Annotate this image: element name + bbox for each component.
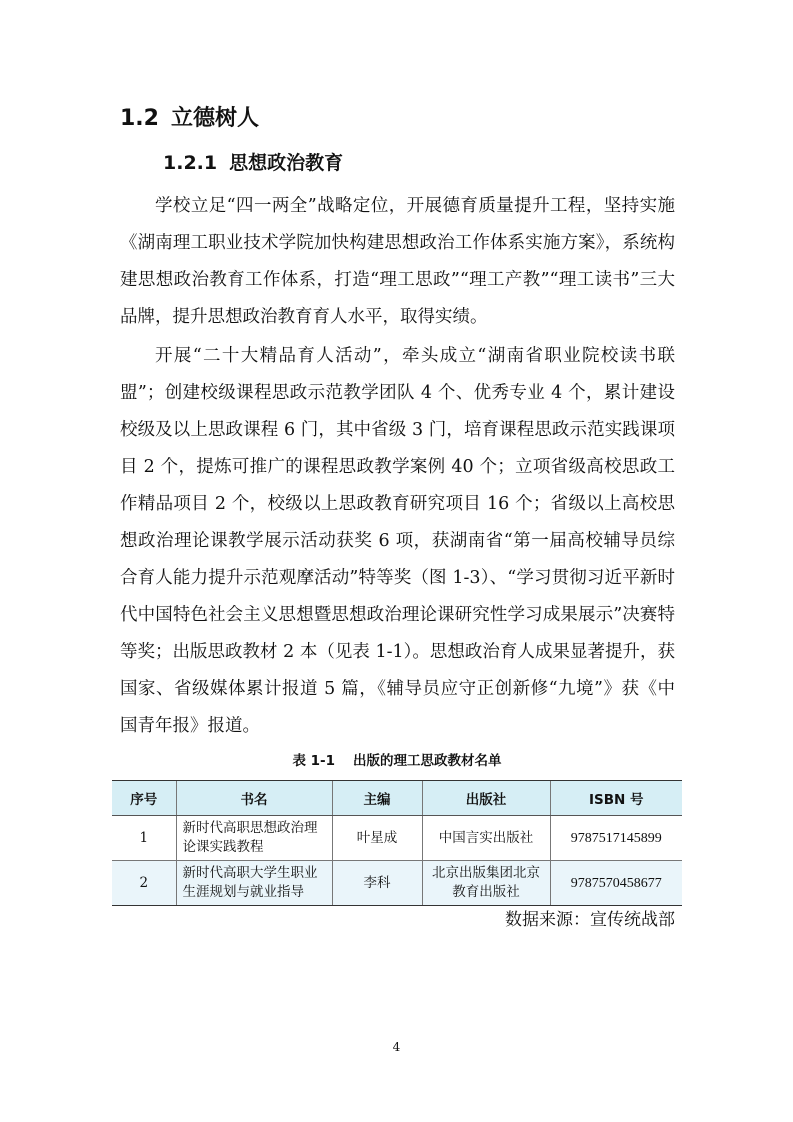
table-row <box>112 816 682 861</box>
subsection-heading <box>163 147 343 179</box>
cell-no: 1 <box>112 816 176 861</box>
textbook-table <box>112 780 682 906</box>
column-header-editor: 主编 <box>332 781 422 816</box>
body-paragraph: 学校立足“四一两全”战略定位，开展德育质量提升工程，坚持实施《湖南理工职业技术学院加快构建思想政治工作体系实施方案》，系统构建思想政治教育工作体系，打造“理工思政”“理工产教”“理工读书”三大品牌，提升思想政治教育育人水平，取得实绩。 <box>120 196 675 327</box>
table-row <box>112 861 682 906</box>
column-header-isbn: ISBN 号 <box>550 781 682 816</box>
column-header-no: 序号 <box>112 781 176 816</box>
data-source-note: 数据来源：宣传统战部 <box>505 910 675 930</box>
cell-publisher: 中国言实出版社 <box>422 816 550 861</box>
body-paragraph: 开展“二十大精品育人活动”，牵头成立“湖南省职业院校读书联盟”；创建校级课程思政示范教学团队 4 个、优秀专业 4 个，累计建设校级及以上思政课程 6 门，其中省级 3 门，培育课程思政示范实践课项目 2 个，提炼可推广的课程思政教学案例 40 个；立项省级高校思政工作精品项目 2 个，校级以上思政教育研究项目 16 个；省级以上高校思想政治理论课教学展示活动获奖 6 项，获湖南省“第一届高校辅导员综合育人能力提升示范观摩活动”特等奖（图 1-3）、“学习贯彻习近平新时代中国特色社会主义思想暨思想政治理论课研究性学习成果展示”决赛特等奖；出版思政教材 2 本（见表 1-1）。思想政治育人成果显著提升，获国家、省级媒体累计报道 5 篇，《辅导员应守正创新修“九境”》获《中国青年报》报道。 <box>120 346 675 736</box>
cell-isbn: 9787517145899 <box>550 816 682 861</box>
table-header-row <box>112 781 682 816</box>
column-header-publisher: 出版社 <box>422 781 550 816</box>
subsection-title: 思想政治教育 <box>229 152 344 174</box>
page-number: 4 <box>392 1040 401 1054</box>
cell-no: 2 <box>112 861 176 906</box>
table-caption <box>112 751 682 771</box>
section-title: 立德树人 <box>170 106 259 131</box>
cell-title: 新时代高职大学生职业生涯规划与就业指导 <box>176 861 332 906</box>
table-caption-title: 出版的理工思政教材名单 <box>353 753 502 769</box>
cell-title: 新时代高职思想政治理论课实践教程 <box>176 816 332 861</box>
cell-editor: 李科 <box>332 861 422 906</box>
section-number: 1.2 <box>120 106 159 131</box>
cell-isbn: 9787570458677 <box>550 861 682 906</box>
column-header-title: 书名 <box>176 781 332 816</box>
cell-publisher: 北京出版集团北京教育出版社 <box>422 861 550 906</box>
section-heading <box>120 102 259 136</box>
cell-editor: 叶星成 <box>332 816 422 861</box>
subsection-number: 1.2.1 <box>163 152 218 174</box>
table-caption-number: 表 1-1 <box>292 753 336 769</box>
